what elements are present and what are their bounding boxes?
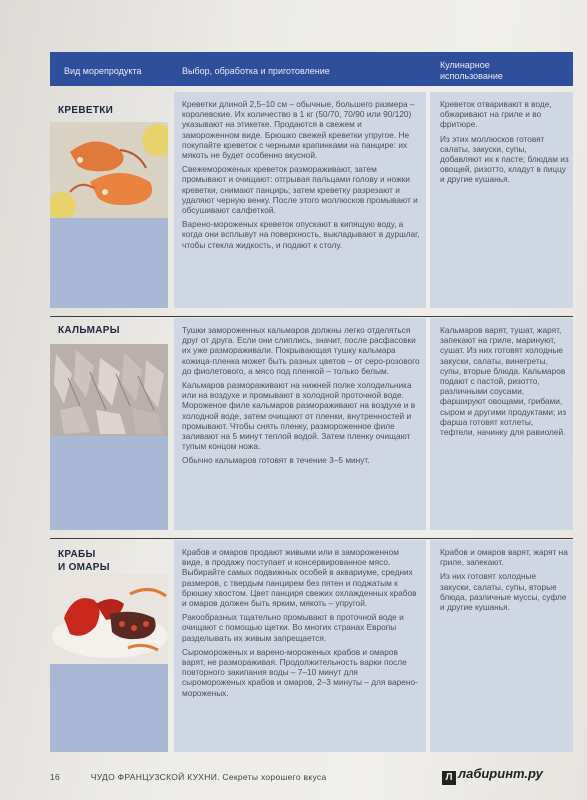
- paragraph: Крабов и омаров варят, жарят на гриле, запекают.: [440, 547, 568, 568]
- paragraph: Обычно кальмаров готовят в течение 3–5 минут.: [182, 455, 370, 466]
- page-number: 16: [50, 772, 61, 782]
- paragraph: Кальмаров варят, тушат, жарят, запекают на гриле, маринуют, сушат. Из них готовят холодные закуски, салаты, винегреты, супы, вторые блюда. Кальмаров подают с пастой, ризотто, различными соусами, фаршируют овощами, грибами, сыром и другими продуктами; из фарша готовят котлеты, тефтели, начинку для равиолей.: [440, 325, 567, 438]
- table-row-crabs: [50, 540, 573, 758]
- image-filler-block: [50, 218, 168, 308]
- header-col-preparation: Выбор, обработка и приготовление: [182, 66, 330, 76]
- paragraph: Креветок отваривают в воде, обжаривают на гриле и во фритюре.: [440, 99, 552, 130]
- header-col-usage: Кулинарное использование: [440, 60, 503, 81]
- paragraph: Сыромороженых и варено-мороженых крабов и омаров варят, не размораживая. Продолжительность варки после повторного закипания воды – 7–10 минут для сыромороженых крабов и омаров, 2–3 минуты – для варено-мороженых.: [182, 646, 418, 698]
- row-title-squid: КАЛЬМАРЫ: [58, 325, 120, 336]
- row-title-crabs: КРАБЫ И ОМАРЫ: [58, 549, 110, 573]
- paragraph: Варено-мороженых креветок опускают в кипящую воду, а когда они всплывут на поверхность, выкладывают в дуршлаг, чтобы стекла жидкость, и подают к столу.: [182, 219, 420, 250]
- row-title-shrimp: КРЕВЕТКИ: [58, 105, 114, 116]
- paragraph: Тушки замороженных кальмаров должны легко отделяться друг от друга. Если они слиплись, значит, после расфасовки их уже размораживали. Покрывающая тушку кальмара кожица-пленка может быть разных цветов – от серо-розового до фиолетового, а мясо под пленкой – только белым.: [182, 325, 420, 376]
- paragraph: Ракообразных тщательно промывают в проточной воде и очищают с помощью щетки. Во многих странах Европы разделывать их живым запрещается.: [182, 612, 404, 643]
- paragraph: Креветки длиной 2,5–10 см – обычные, большего размера – королевские. Их количество в 1 кг (50/70, 70/90 или 90/120) указывают на этикетке. Продаются в свежем и замороженном виде. Брюшко свежей креветки упругое. Не покупайте креветок с черными крапинками на панцире: их мякоть не будет особенно вкусной.: [182, 99, 415, 161]
- paragraph: Крабов и омаров продают живыми или в замороженном виде, в продажу поступает и консервированное мясо. Выбирайте самых подвижных особей в аквариуме, средних размеров, с твердым панцирем без пятен и поджатым к брюшку хвостом. Цвет панциря свежих охлажденных крабов и омаров должен быть ярким, мякоть – упругой.: [182, 547, 417, 609]
- usage-cell-shrimp: [430, 92, 573, 308]
- lobster-photo: [50, 574, 168, 664]
- squid-photo: [50, 344, 168, 436]
- table-header: [50, 52, 573, 86]
- labirint-logo-icon: Л: [442, 771, 456, 785]
- running-title: ЧУДО ФРАНЦУЗСКОЙ КУХНИ. Секреты хорошего вкуса: [90, 772, 327, 782]
- watermark-logo: [442, 766, 543, 785]
- usage-cell-squid: [430, 318, 573, 530]
- row-divider: [50, 538, 573, 539]
- paragraph: Из этих моллюсков готовят салаты, закуски, супы, добавляют их к пасте; блюдам из овощей, ризотто, кладут в пиццу и другие кушанья.: [440, 133, 569, 185]
- preparation-cell-crabs: [174, 540, 426, 752]
- page-footer: [50, 772, 327, 782]
- paragraph: Из них готовят холодные закуски, салаты, супы, вторые блюда, различные муссы, суфле и другие кушанья.: [440, 571, 567, 613]
- image-filler-block: [50, 436, 168, 530]
- row-divider: [50, 316, 573, 317]
- preparation-cell-shrimp: [174, 92, 426, 308]
- table-row-shrimp: [50, 92, 573, 314]
- image-filler-block: [50, 664, 168, 752]
- header-col-seafood: Вид морепродукта: [64, 66, 142, 76]
- preparation-cell-squid: [174, 318, 426, 530]
- usage-cell-crabs: [430, 540, 573, 752]
- table-row-squid: [50, 318, 573, 536]
- shrimp-photo: [50, 122, 168, 218]
- watermark-text: лабиринт.ру: [458, 766, 543, 781]
- paragraph: Свежемороженых креветок размораживают, затем промывают и очищают: отгрывая пальцами голову и ножки креветки, снимают панцирь; затем креветку разрезают и удаляют черную венку. После этого моллюсков промывают и обсушивают салфеткой.: [182, 164, 418, 216]
- paragraph: Кальмаров размораживают на нижней полке холодильника или на воздухе и промывают в холодной проточной воде. Мороженое филе кальмаров размораживают на воздухе и в холодной воде, затем очищают от пленки, внутренностей и промывают. Чтобы снять пленку, размороженное филе заливают на 5 минут теплой водой. Затем пленку очищают тупым концом ножа.: [182, 380, 416, 452]
